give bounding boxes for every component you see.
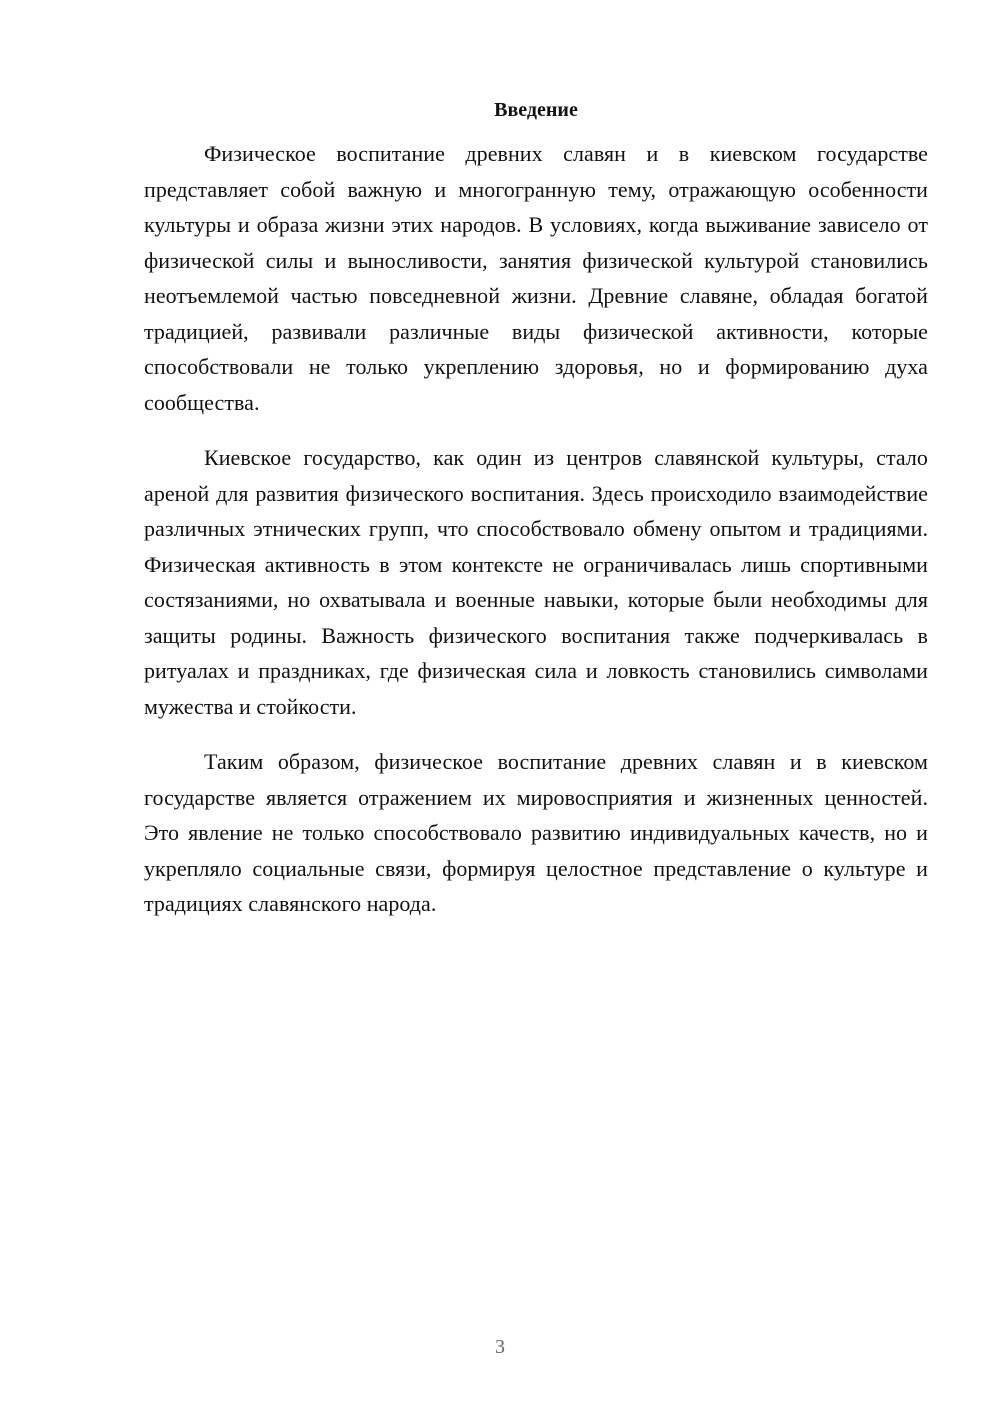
page-number: 3 xyxy=(495,1336,505,1358)
paragraph-2: Киевское государство, как один из центров славянской культуры, стало ареной для развития физического воспитания. Здесь происходило взаимодействие различных этнических групп, что способствовало обмену опытом и традициями. Физическая активность в этом контексте не ограничивалась лишь спортивными состязаниями, но охватывала и военные навыки, которые были необходимы для защиты родины. Важность физического воспитания также подчеркивалась в ритуалах и праздниках, где физическая сила и ловкость становились символами мужества и стойкости. xyxy=(144,445,928,719)
paragraph-1: Физическое воспитание древних славян и в киевском государстве представляет собой важную и многогранную тему, отражающую особенности культуры и образа жизни этих народов. В условиях, когда выживание зависело от физической силы и выносливости, занятия физической культурой становились неотъемлемой частью повседневной жизни. Древние славяне, обладая богатой традицией, развивали различные виды физической активности, которые способствовали не только укреплению здоровья, но и формированию духа сообщества. xyxy=(144,141,928,415)
paragraph-3: Таким образом, физическое воспитание древних славян и в киевском государстве является отражением их мировосприятия и жизненных ценностей. Это явление не только способствовало развитию индивидуальных качеств, но и укрепляло социальные связи, формируя целостное представление о культуре и традициях славянского народа. xyxy=(144,749,928,916)
section-title: Введение xyxy=(494,99,578,121)
page-content xyxy=(144,96,928,942)
